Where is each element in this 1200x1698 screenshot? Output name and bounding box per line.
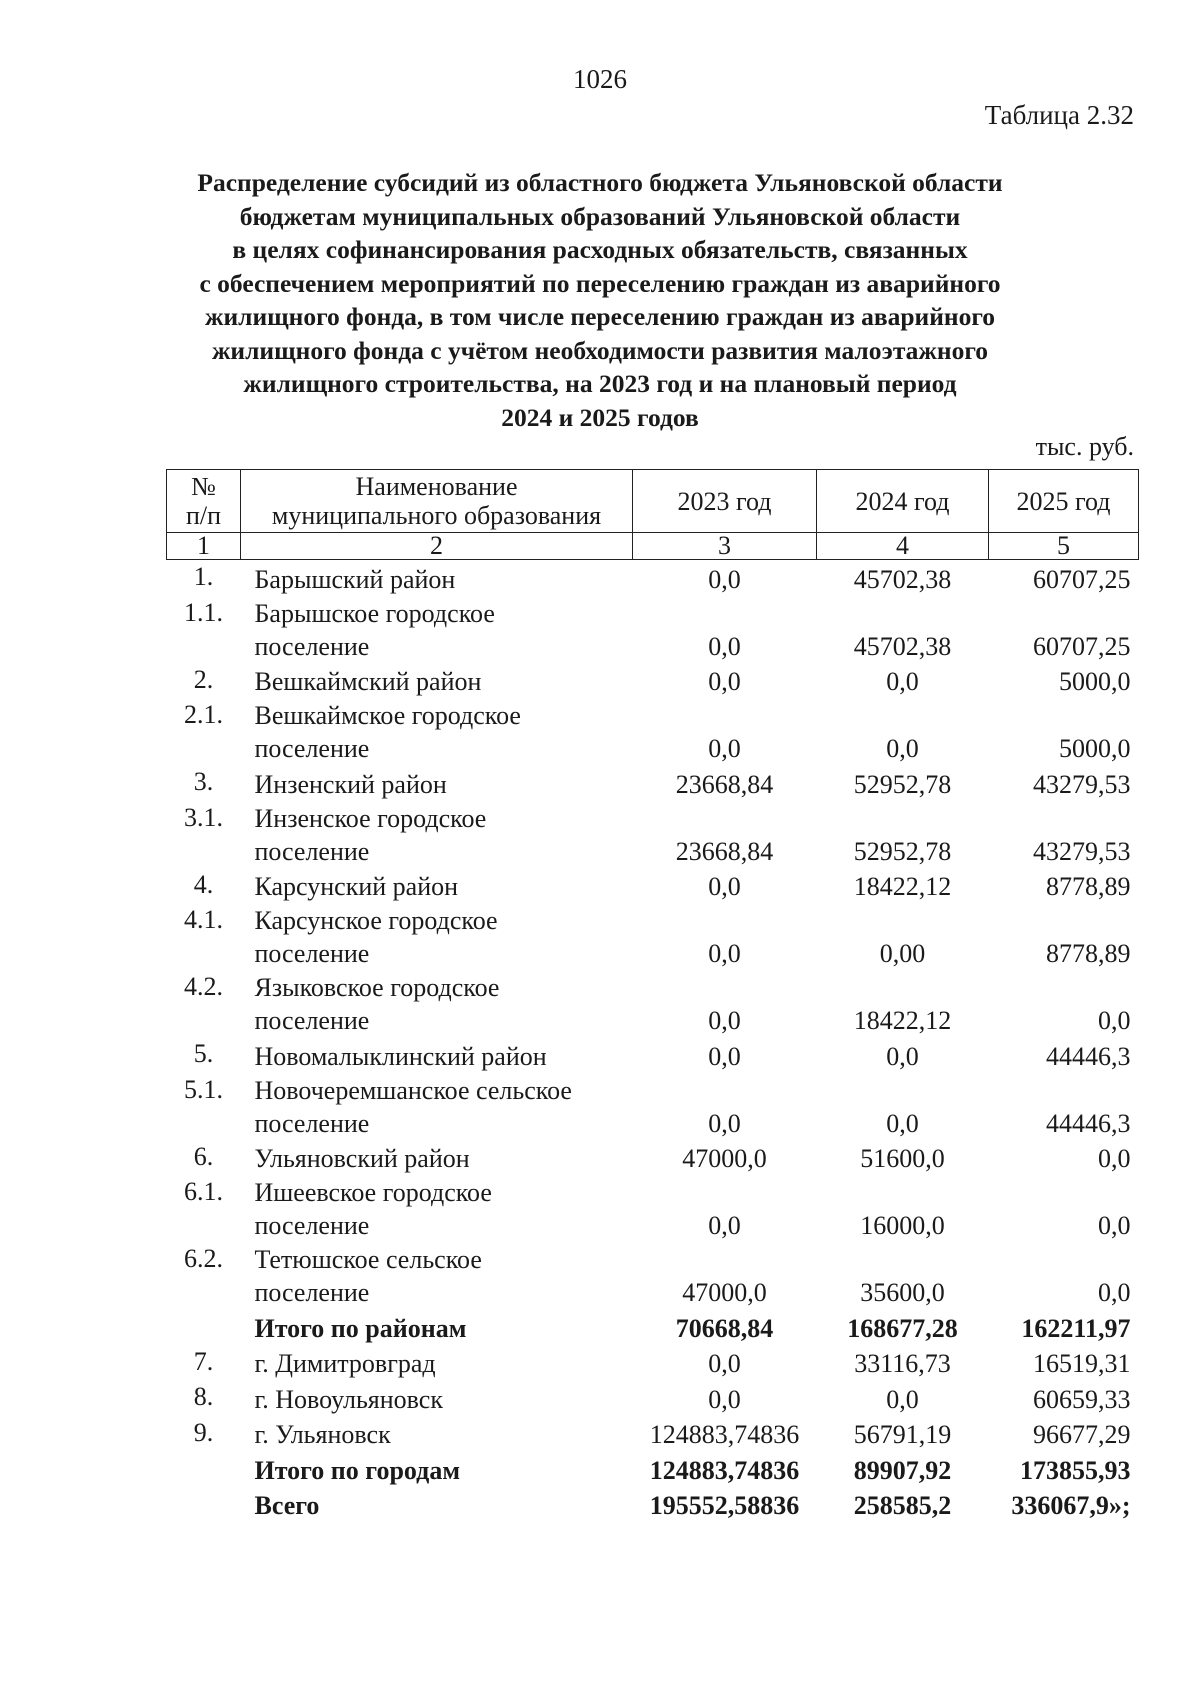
- value-2024: 0,0: [886, 667, 919, 696]
- municipality-name: [241, 698, 633, 765]
- value-2024: 0,0: [886, 1041, 919, 1071]
- municipality-name-line1: Барышский район: [254, 564, 456, 594]
- value-2024: 18422,12: [853, 1006, 952, 1035]
- municipality-name-line2: поселение: [254, 1108, 370, 1138]
- municipality-name: [241, 1487, 633, 1523]
- row-number: 1.: [193, 562, 214, 591]
- municipality-name-line1: Барышское городское: [254, 598, 495, 628]
- municipality-name: [241, 1140, 633, 1176]
- value-2023: 47000,0: [682, 1278, 767, 1307]
- municipality-name-line1: Итого по районам: [254, 1313, 467, 1343]
- row-number: 5.: [193, 1039, 214, 1068]
- value-2025: 43279,53: [1033, 769, 1131, 799]
- row-number: 6.: [193, 1141, 214, 1171]
- value-2025: 5000,0: [1059, 667, 1131, 696]
- table-row: [167, 801, 1139, 868]
- municipality-name-line1: Ульяновский район: [254, 1144, 470, 1173]
- table-row: [167, 663, 1139, 699]
- municipality-name: [241, 1037, 633, 1073]
- value-2025: 0,0: [1098, 1144, 1131, 1173]
- title-line: в целях софинансирования расходных обязательств, связанных: [232, 235, 968, 264]
- municipality-name: [241, 1309, 633, 1345]
- value-2025: 60707,25: [1033, 631, 1131, 661]
- municipality-name: [241, 1175, 633, 1242]
- row-number: 9.: [193, 1417, 214, 1447]
- title-line: жилищного строительства, на 2023 год и на плановый период: [243, 369, 957, 398]
- title-line: с обеспечением мероприятий по переселению граждан из аварийного: [199, 268, 1001, 298]
- value-2025: 8778,89: [1046, 872, 1131, 901]
- table-row: [167, 1175, 1139, 1242]
- value-2024: 89907,92: [853, 1455, 952, 1485]
- municipality-name-line1: Вешкаймский район: [254, 667, 482, 696]
- municipality-name-line1: Ишеевское городское: [254, 1178, 492, 1207]
- value-2025: 96677,29: [1033, 1420, 1131, 1449]
- value-2024: 258585,2: [853, 1491, 952, 1520]
- row-number: 6.2.: [184, 1244, 223, 1273]
- value-2025: 60707,25: [1033, 564, 1131, 594]
- municipality-name: [241, 970, 633, 1037]
- municipality-name-line1: г. Димитровград: [254, 1349, 436, 1378]
- title-line: жилищного фонда, в том числе переселению граждан из аварийного: [204, 302, 996, 331]
- table-row: [167, 698, 1139, 765]
- municipality-name: [241, 663, 633, 699]
- municipality-name-line1: г. Новоульяновск: [254, 1384, 443, 1414]
- table-row: [167, 1073, 1139, 1140]
- row-number: 2.: [193, 664, 214, 694]
- municipality-name: [241, 765, 633, 801]
- municipality-name-line2: поселение: [254, 734, 370, 763]
- table-row: [167, 1242, 1139, 1309]
- municipality-name-line1: Тетюшское сельское: [254, 1245, 482, 1274]
- title-line: Распределение субсидий из областного бюджета Ульяновской области: [197, 168, 1003, 197]
- value-2023: 0,0: [708, 1349, 741, 1378]
- row-number: 4.: [193, 869, 214, 899]
- row-number: 3.: [193, 767, 214, 796]
- municipality-name: [241, 801, 633, 868]
- row-number: 6.1.: [184, 1177, 223, 1206]
- column-number: 3: [633, 533, 817, 560]
- value-2024: 0,0: [886, 1384, 919, 1414]
- header-name: [241, 470, 633, 533]
- table-row: [167, 596, 1139, 663]
- municipality-name-line1: Всего: [254, 1491, 320, 1520]
- row-number: [167, 1487, 241, 1523]
- header-number: [167, 470, 241, 533]
- row-number: 4.1.: [184, 905, 223, 934]
- municipality-name: [241, 596, 633, 663]
- table-row: [167, 970, 1139, 1037]
- row-number: 8.: [193, 1382, 214, 1411]
- municipality-name: [241, 1451, 633, 1487]
- value-2023: 0,0: [708, 1041, 741, 1071]
- municipality-name: [241, 1242, 633, 1309]
- value-2025: 16519,31: [1033, 1349, 1131, 1378]
- municipality-name: [241, 1345, 633, 1381]
- value-2024: 45702,38: [853, 631, 952, 661]
- municipality-name: [241, 1416, 633, 1452]
- municipality-name-line2: поселение: [254, 1278, 370, 1307]
- table-id: Таблица 2.32: [984, 100, 1134, 130]
- value-2023: 124883,74836: [649, 1420, 800, 1449]
- row-number: 7.: [193, 1346, 214, 1376]
- row-number: 1.1.: [184, 597, 223, 627]
- municipality-name: [241, 560, 633, 596]
- municipality-name-line2: поселение: [254, 836, 370, 866]
- table-body: [167, 560, 1139, 1523]
- value-2023: 70668,84: [675, 1313, 774, 1343]
- table-total-row: [167, 1309, 1139, 1345]
- header-2024: 2024 год: [817, 470, 989, 533]
- value-2024: 35600,0: [860, 1278, 945, 1307]
- row-number: [167, 1309, 241, 1345]
- value-2024: 45702,38: [853, 564, 952, 594]
- value-2023: 0,0: [708, 667, 741, 696]
- value-2023: 0,0: [708, 631, 741, 661]
- value-2023: 0,0: [708, 1384, 741, 1414]
- value-2025: 5000,0: [1059, 734, 1131, 763]
- value-2024: 52952,78: [853, 769, 952, 799]
- table-row: [167, 1380, 1139, 1416]
- header-name-line1: Наименование: [355, 472, 518, 501]
- value-2023: 47000,0: [682, 1144, 767, 1173]
- municipality-name-line2: поселение: [254, 1006, 370, 1035]
- municipality-name-line1: Карсунское городское: [254, 906, 498, 935]
- table-row: [167, 1140, 1139, 1176]
- value-2025: 43279,53: [1033, 836, 1131, 866]
- municipality-name-line1: Итого по городам: [254, 1455, 461, 1485]
- municipality-name-line1: Языковское городское: [254, 973, 500, 1002]
- value-2023: 195552,58836: [649, 1491, 800, 1520]
- municipality-name: [241, 1380, 633, 1416]
- value-2023: 23668,84: [675, 769, 774, 799]
- value-2025: 0,0: [1098, 1278, 1131, 1307]
- row-number: 2.1.: [184, 700, 223, 729]
- value-2024: 168677,28: [847, 1313, 958, 1343]
- municipality-name-line1: Инзенский район: [254, 769, 447, 799]
- value-2025: 336067,9»;: [1011, 1491, 1131, 1520]
- value-2025: 60659,33: [1033, 1384, 1131, 1414]
- table-row: [167, 765, 1139, 801]
- value-2024: 16000,0: [860, 1211, 945, 1240]
- title-line: жилищного фонда с учётом необходимости развития малоэтажного: [211, 335, 989, 365]
- value-2024: 18422,12: [853, 872, 952, 901]
- value-2025: 0,0: [1098, 1211, 1131, 1240]
- header-number-line1: №: [191, 472, 216, 501]
- column-number: 2: [241, 533, 633, 560]
- header-2023: 2023 год: [633, 470, 817, 533]
- value-2024: 52952,78: [853, 836, 952, 866]
- header-name-line2: муниципального образования: [271, 501, 602, 530]
- value-2024: 33116,73: [854, 1349, 951, 1378]
- row-number: 5.1.: [184, 1074, 223, 1104]
- municipality-name-line1: Карсунский район: [254, 872, 459, 901]
- value-2023: 0,0: [708, 564, 741, 594]
- value-2025: 162211,97: [1021, 1313, 1131, 1343]
- value-2023: 0,0: [708, 734, 741, 763]
- value-2024: 0,0: [886, 734, 919, 763]
- value-2025: 44446,3: [1046, 1108, 1131, 1138]
- table-row: [167, 1037, 1139, 1073]
- municipality-name-line1: Вешкаймское городское: [254, 701, 521, 730]
- municipality-name-line1: Новочеремшанское сельское: [254, 1075, 572, 1105]
- table-row: [167, 868, 1139, 904]
- municipality-name: [241, 903, 633, 970]
- municipality-name-line1: Новомалыклинский район: [254, 1041, 547, 1071]
- table-row: [167, 1416, 1139, 1452]
- value-2025: 173855,93: [1020, 1455, 1131, 1485]
- municipality-name-line2: поселение: [254, 939, 370, 968]
- column-number: 1: [167, 533, 241, 560]
- municipality-name-line2: поселение: [254, 1211, 370, 1240]
- title-line: бюджетам муниципальных образований Ульяновской области: [239, 201, 961, 231]
- column-number: 5: [989, 533, 1139, 560]
- table-row: [167, 903, 1139, 970]
- table-row: [167, 560, 1139, 596]
- column-number: 4: [817, 533, 989, 560]
- value-2025: 0,0: [1098, 1006, 1131, 1035]
- value-2023: 23668,84: [675, 836, 774, 866]
- municipality-name-line1: г. Ульяновск: [254, 1420, 391, 1449]
- municipality-name-line2: поселение: [254, 631, 370, 661]
- table-header-row: [167, 470, 1139, 533]
- table-row: [167, 1345, 1139, 1381]
- title-line: 2024 и 2025 годов: [501, 402, 699, 432]
- value-2023: 0,0: [708, 1006, 741, 1035]
- units-label: тыс. руб.: [1035, 432, 1134, 461]
- page-number: 1026: [573, 64, 627, 94]
- header-2025: 2025 год: [989, 470, 1139, 533]
- header-number-line2: п/п: [185, 501, 222, 530]
- table-total-row: [167, 1487, 1139, 1523]
- municipality-name: [241, 1073, 633, 1140]
- value-2025: 44446,3: [1046, 1041, 1131, 1071]
- document-title: [150, 166, 1050, 434]
- value-2023: 0,0: [708, 1211, 741, 1240]
- value-2025: 8778,89: [1046, 939, 1131, 968]
- value-2024: 51600,0: [860, 1144, 945, 1173]
- value-2023: 0,0: [708, 939, 741, 968]
- row-number: 4.2.: [184, 972, 223, 1001]
- value-2023: 0,0: [708, 872, 741, 901]
- value-2024: 0,0: [886, 1108, 919, 1138]
- value-2024: 0,00: [879, 939, 926, 968]
- municipality-name: [241, 868, 633, 904]
- row-number: 3.1.: [184, 802, 223, 832]
- value-2023: 0,0: [708, 1108, 741, 1138]
- column-number-row: [167, 533, 1139, 560]
- value-2023: 124883,74836: [649, 1455, 800, 1485]
- municipality-name-line1: Инзенское городское: [254, 803, 487, 833]
- subsidy-table: [166, 469, 1139, 1522]
- table-total-row: [167, 1451, 1139, 1487]
- row-number: [167, 1451, 241, 1487]
- value-2024: 56791,19: [853, 1420, 952, 1449]
